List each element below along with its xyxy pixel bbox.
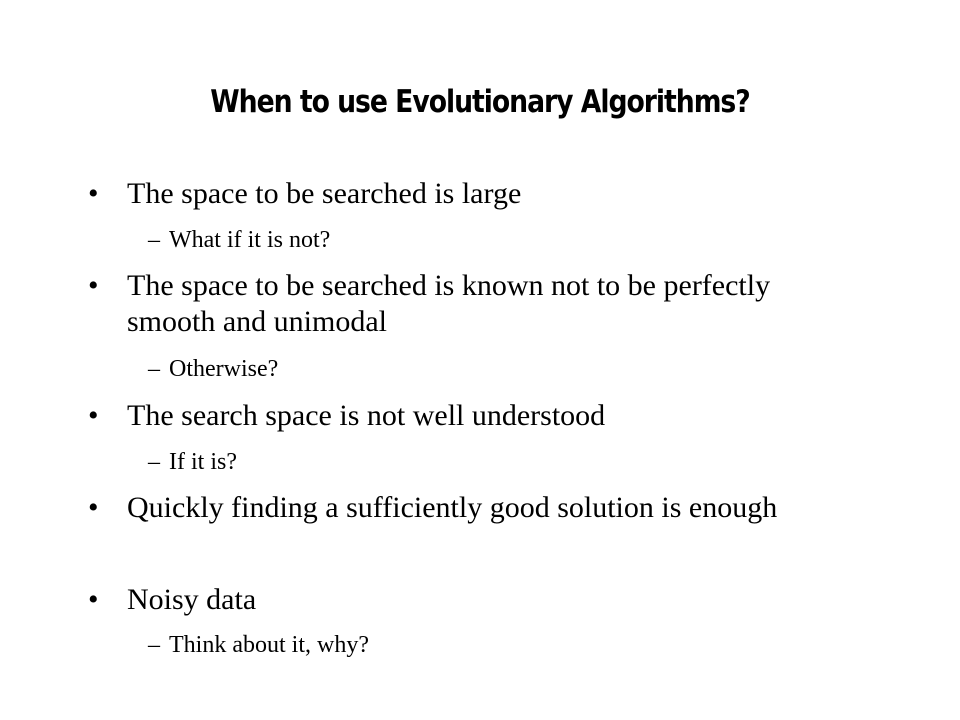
sub-bullet-text: Think about it, why?	[169, 632, 369, 658]
dash-icon: –	[148, 449, 160, 475]
dash-icon: –	[148, 632, 160, 658]
bullet-text: Noisy data	[127, 583, 257, 616]
bullet-text: The space to be searched is large	[127, 177, 522, 210]
slide-title: When to use Evolutionary Algorithms?	[210, 84, 750, 120]
sub-bullet-text: If it is?	[169, 449, 237, 475]
bullet-icon: •	[88, 399, 99, 432]
dash-icon: –	[148, 227, 160, 253]
bullet-icon: •	[88, 583, 99, 616]
sub-bullet-text: Otherwise?	[169, 356, 279, 382]
bullet-text: The search space is not well understood	[127, 399, 606, 432]
bullet-icon: •	[88, 269, 99, 302]
sub-bullet-text: What if it is not?	[169, 227, 331, 253]
bullet-text: Quickly finding a sufficiently good solution is enough	[127, 491, 778, 524]
bullet-icon: •	[88, 177, 99, 210]
bullet-icon: •	[88, 491, 99, 524]
bullet-text: The space to be searched is known not to be perfectly smooth and unimodal	[127, 269, 771, 338]
dash-icon: –	[148, 356, 160, 382]
